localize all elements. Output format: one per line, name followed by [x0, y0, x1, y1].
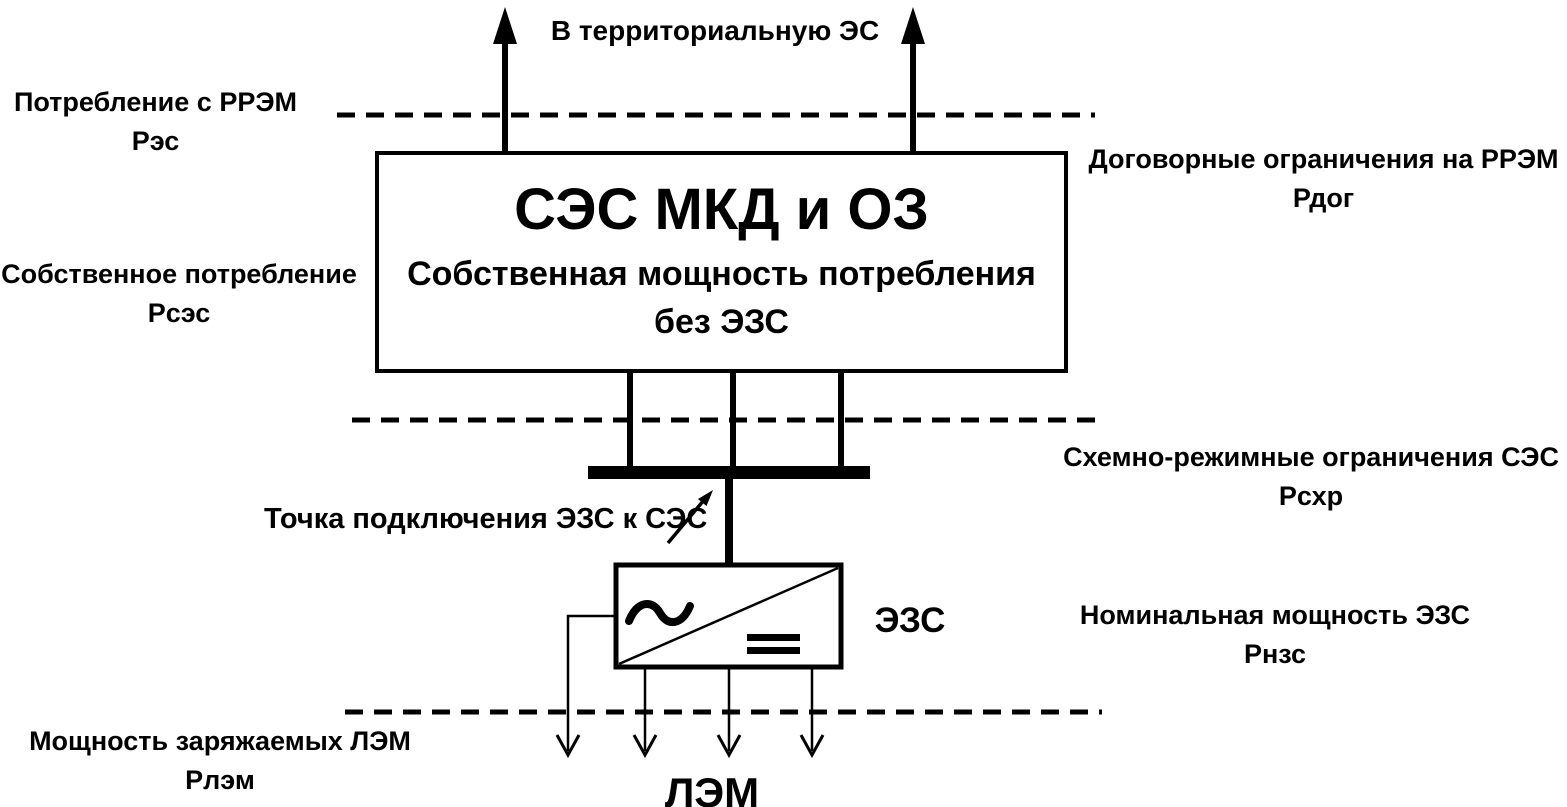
- label-line1: Потребление с РРЭМ: [13, 87, 298, 117]
- label-line1: Мощность заряжаемых ЛЭМ: [29, 726, 411, 756]
- label-line1: Собственное потребление: [1, 259, 357, 289]
- lem-label: [637, 763, 787, 807]
- territorial-grid-label-text: В территориальную ЭС: [550, 15, 880, 46]
- up-arrow-left-icon: [493, 7, 517, 152]
- label-scheme-regime-limits: [1055, 438, 1567, 516]
- inverter-symbol: [616, 565, 841, 667]
- label-own-consumption: [0, 255, 358, 333]
- label-line2: Рдог: [1292, 182, 1355, 213]
- label-line2: Рэс: [131, 125, 180, 156]
- connection-point-label: [264, 503, 707, 536]
- ses-box-subtitle-line1: Собственная мощность потребления: [407, 255, 1036, 294]
- ezs-label: [855, 596, 965, 646]
- label-line1: Договорные ограничения на РРЭМ: [1088, 144, 1559, 174]
- territorial-grid-label: [530, 11, 900, 51]
- label-line1: Схемно-режимные ограничения СЭС: [1063, 442, 1559, 472]
- label-line2: Рлэм: [185, 764, 255, 795]
- label-lem-charging-power: [10, 722, 430, 800]
- label-consumption-rrem: [8, 83, 303, 161]
- ses-box-title: СЭС МКД и ОЗ: [514, 176, 929, 242]
- up-arrow-right-icon: [901, 7, 925, 152]
- ses-box-subtitle-line2: без ЭЗС: [653, 302, 789, 341]
- label-line2: Рнзс: [1243, 638, 1307, 669]
- connection-point-label-text: Точка подключения ЭЗС к СЭС: [264, 503, 708, 535]
- label-line1: Номинальная мощность ЭЗС: [1079, 600, 1471, 630]
- busbar: [588, 466, 870, 479]
- label-contract-limits: [1080, 140, 1567, 218]
- label-line2: Рсхр: [1278, 480, 1344, 511]
- ezs-label-text: ЭЗС: [874, 601, 946, 640]
- ses-box: [377, 153, 1066, 371]
- ezs-connection-line: [725, 479, 733, 567]
- lem-output-arrow-1: [557, 616, 616, 755]
- label-ezs-nominal-power: [1070, 596, 1480, 674]
- label-line2: Рсэс: [147, 297, 211, 328]
- lem-label-text: ЛЭМ: [664, 769, 760, 807]
